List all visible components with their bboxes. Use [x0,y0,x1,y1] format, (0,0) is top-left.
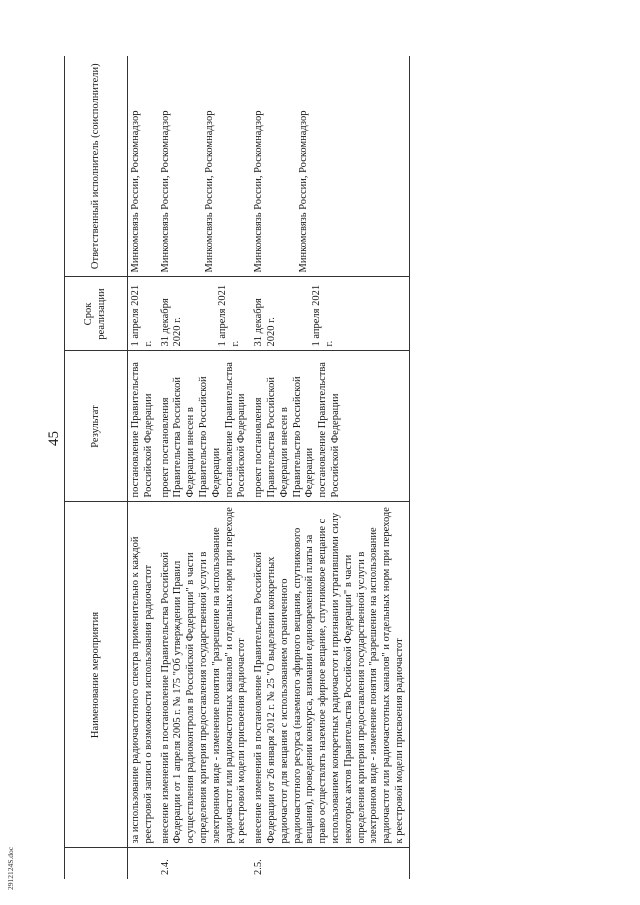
rotated-table-container [64,56,576,879]
table-row [158,56,252,879]
term-text: 1 апреля 2021 г. [310,284,335,347]
executor-text: Минкомсвязь России, Роскомнадзор [297,110,309,273]
row-number [128,848,158,879]
term-text: 31 декабря 2020 г. [159,298,184,347]
result-cell [158,351,252,502]
measures-table [64,56,410,879]
document-reference: 2912124S.doc [6,846,15,890]
result-text: постановление Правительства Российской Федерации [223,362,248,498]
result-cell [251,351,409,502]
term-cell [158,277,252,351]
executor-text: Минкомсвязь России, Роскомнадзор [253,110,265,273]
page-number: 45 [46,431,62,446]
header-term: Срок реализации [65,277,128,351]
term-cell [128,277,158,351]
term-text: 1 апреля 2021 г. [130,284,154,347]
executor-cell [128,56,158,277]
executor-cell [251,56,409,277]
header-result: Результат [65,351,128,502]
measure-name: внесение изменений в постановление Правительства Российской Федерации от 26 января 2012 г. № 25 "О выделении конкретных радиочастот для вещания с использованием ограниченного радиочастотного ресурса (наземного эфирного вещания, спутникового вещания), проведении конкурса, взимании единовременной платы за право осуществлять наземное эфирное вещание, спутниковое вещание с использованием конкретных радиочастот и признании утратившими силу некоторых актов Правительства Российской Федерации" в части определения критерия предоставления государственной услуги в электронном виде - изменение понятия "разрешение на использование радиочастот или радиочастотных каналов" и отдельных норм при переходе к реестровой модели присвоения радиочастот [251,502,409,848]
result-text: проект постановления Правительства Российской Федерации внесен в Правительство Российской Федерации [253,376,316,498]
measure-name: за использование радиочастотного спектра применительно к каждой реестровой записи о возможности использования радиочастот [128,502,158,848]
result-text: постановление Правительства Российской Федерации [317,362,341,498]
row-number: 2.4. [159,859,171,875]
result-text: проект постановления Правительства Российской Федерации внесен в Правительство Российской Федерации [159,376,222,498]
measure-name: внесение изменений в постановление Правительства Российской Федерации от 1 апреля 2005 г. № 175 "Об утверждении Правил осуществления радиоконтроля в Российской Федерации" в части определения критерия предоставления государственной услуги в электронном виде - изменение понятия "разрешение на использование радиочастот или радиочастотных каналов" и отдельных норм при переходе к реестровой модели присвоения радиочастот [158,502,252,848]
term-text: 31 декабря 2020 г. [253,298,277,347]
table-header-row [65,56,128,879]
term-cell [251,277,409,351]
header-executor: Ответственный исполнитель (соисполнители) [65,56,128,277]
table-row [128,56,158,879]
header-measure-name: Наименование мероприятия [65,502,128,848]
term-text: 1 апреля 2021 г. [217,284,241,347]
executor-text: Минкомсвязь России, Роскомнадзор [159,110,171,273]
table-row [251,56,409,879]
executor-cell [158,56,252,277]
row-number: 2.5. [251,848,409,879]
executor-text: Минкомсвязь России, Роскомнадзор [130,110,141,273]
result-text: постановление Правительства Российской Федерации [130,362,154,498]
result-cell [128,351,158,502]
executor-text: Минкомсвязь России, Роскомнадзор [204,110,216,273]
header-number [65,848,128,879]
